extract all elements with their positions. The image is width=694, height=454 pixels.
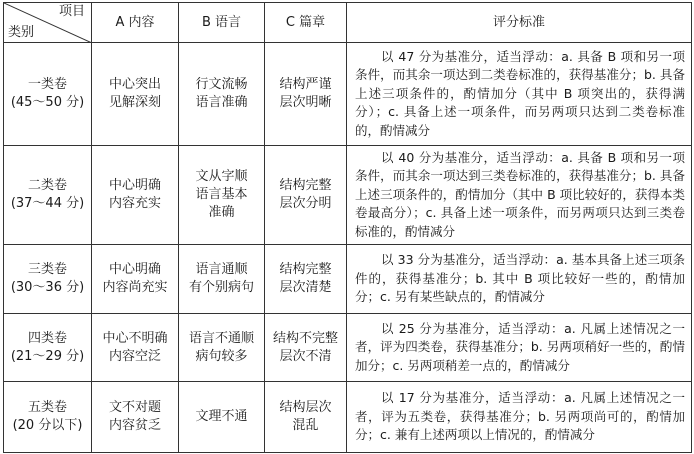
structure-cell — [265, 245, 347, 314]
standard-cell — [347, 43, 692, 146]
language-line: 准确 — [208, 205, 235, 220]
category-range: (37～44 分) — [10, 196, 85, 211]
standard-text: 以 17 分为基准分，适当浮动：a. 凡属上述情况之一者，评为五类卷，获得基准分；b. 另两项尚可的，酌情加分；c. 兼有上述两项以上情况的，酌情减分 — [355, 390, 685, 443]
structure-line: 结构不完整 — [272, 330, 338, 346]
structure-line: 结构完整 — [279, 178, 332, 193]
language-cell — [179, 382, 265, 453]
structure-line: 层次明晰 — [279, 95, 332, 110]
structure-line: 结构完整 — [279, 262, 332, 277]
language-line: 行文流畅 — [195, 77, 248, 92]
category-cell — [4, 43, 92, 146]
structure-cell — [265, 382, 347, 453]
category-cell — [4, 245, 92, 314]
standard-text: 以 47 分为基准分，适当浮动：a. 具备 B 项和另一项条件，而其余一项达到二类卷标准的，获得基准分；b. 具备上述三项条件的，酌情加分（其中 B 项突出的，获得满分）；c. 具备上述一项条件，而另两项只达到二类卷标准的，酌情减分 — [355, 48, 685, 138]
header-col-a: A 内容 — [92, 3, 179, 43]
language-line: 文从字顺 — [195, 169, 248, 184]
language-cell — [179, 146, 265, 245]
structure-line: 层次分明 — [279, 196, 332, 211]
language-cell — [179, 314, 265, 382]
category-name: 三类卷 — [27, 262, 67, 277]
language-line: 语言基本 — [195, 187, 248, 202]
content-line: 中心突出 — [108, 77, 161, 92]
content-line: 中心明确 — [108, 178, 161, 193]
standard-cell — [347, 382, 692, 453]
language-line: 语言不通顺 — [188, 330, 254, 346]
header-item-label: 项目 — [58, 4, 85, 19]
category-name: 一类卷 — [27, 77, 67, 92]
category-cell — [4, 314, 92, 382]
structure-line: 结构严谨 — [279, 77, 332, 92]
standard-text: 以 25 分为基准分，适当浮动：a. 凡属上述情况之一者，评为四类卷，获得基准分；b. 另两项稍好一些的，酌情加分；c. 另两项稍差一点的，酌情减分 — [355, 320, 685, 373]
category-range: (45～50 分) — [10, 95, 85, 110]
content-line: 中心不明确 — [102, 330, 168, 346]
structure-line: 层次清楚 — [279, 280, 332, 295]
content-line: 见解深刻 — [108, 95, 161, 110]
structure-cell — [265, 146, 347, 245]
content-line: 文不对题 — [108, 400, 161, 415]
category-cell — [4, 382, 92, 453]
language-line: 语言通顺 — [195, 262, 248, 277]
table-row — [4, 314, 692, 382]
content-line: 内容空泛 — [108, 348, 161, 364]
scoring-table — [3, 2, 692, 453]
table-row — [4, 43, 692, 146]
structure-line: 混乱 — [292, 418, 319, 433]
content-cell — [92, 314, 179, 382]
table-row — [4, 245, 692, 314]
language-line: 病句较多 — [195, 348, 248, 364]
structure-line: 层次不清 — [279, 348, 332, 364]
language-line: 有个别病句 — [188, 280, 254, 295]
structure-cell — [265, 43, 347, 146]
content-line: 内容贫乏 — [108, 418, 161, 433]
header-col-b: B 语言 — [179, 3, 265, 43]
content-line: 内容尚充实 — [102, 280, 168, 295]
category-name: 五类卷 — [27, 400, 67, 415]
standard-text: 以 40 分为基准分，适当浮动：a. 具备 B 项和另一项条件，而其余一项达到三类卷标准的，获得基准分；b. 具备上述三项条件的，酌情加分（其中 B 项比较好的，获得本类卷最高分）；c. 具备上述一项条件，而另两项只达到三类卷标准的，酌情减分 — [355, 149, 685, 239]
table-row — [4, 146, 692, 245]
language-cell — [179, 43, 265, 146]
standard-cell — [347, 245, 692, 314]
category-cell — [4, 146, 92, 245]
language-cell — [179, 245, 265, 314]
content-cell — [92, 382, 179, 453]
content-line: 中心明确 — [108, 262, 161, 277]
standard-text: 以 33 分为基准分，适当浮动：a. 基本具备上述三项条件的，获得基准分；b. 其中 B 项比较好一些的，酌情加分；c. 另有某些缺点的，酌情减分 — [355, 252, 685, 305]
standard-cell — [347, 146, 692, 245]
content-cell — [92, 245, 179, 314]
standard-cell — [347, 314, 692, 382]
category-range: (20 分以下) — [12, 418, 83, 433]
header-corner-cell — [4, 3, 92, 43]
header-category-label: 类别 — [8, 25, 35, 40]
language-line: 语言准确 — [195, 95, 248, 110]
header-col-c: C 篇章 — [265, 3, 347, 43]
category-name: 四类卷 — [27, 330, 67, 346]
table-row — [4, 382, 692, 453]
structure-cell — [265, 314, 347, 382]
structure-line: 结构层次 — [279, 400, 332, 415]
content-line: 内容充实 — [108, 196, 161, 211]
content-cell — [92, 146, 179, 245]
category-range: (30～36 分) — [10, 280, 85, 295]
language-line: 文理不通 — [195, 409, 248, 424]
header-col-standard: 评分标准 — [347, 3, 692, 43]
category-name: 二类卷 — [27, 178, 67, 193]
category-range: (21～29 分) — [10, 348, 85, 364]
content-cell — [92, 43, 179, 146]
table-header-row — [4, 3, 692, 43]
